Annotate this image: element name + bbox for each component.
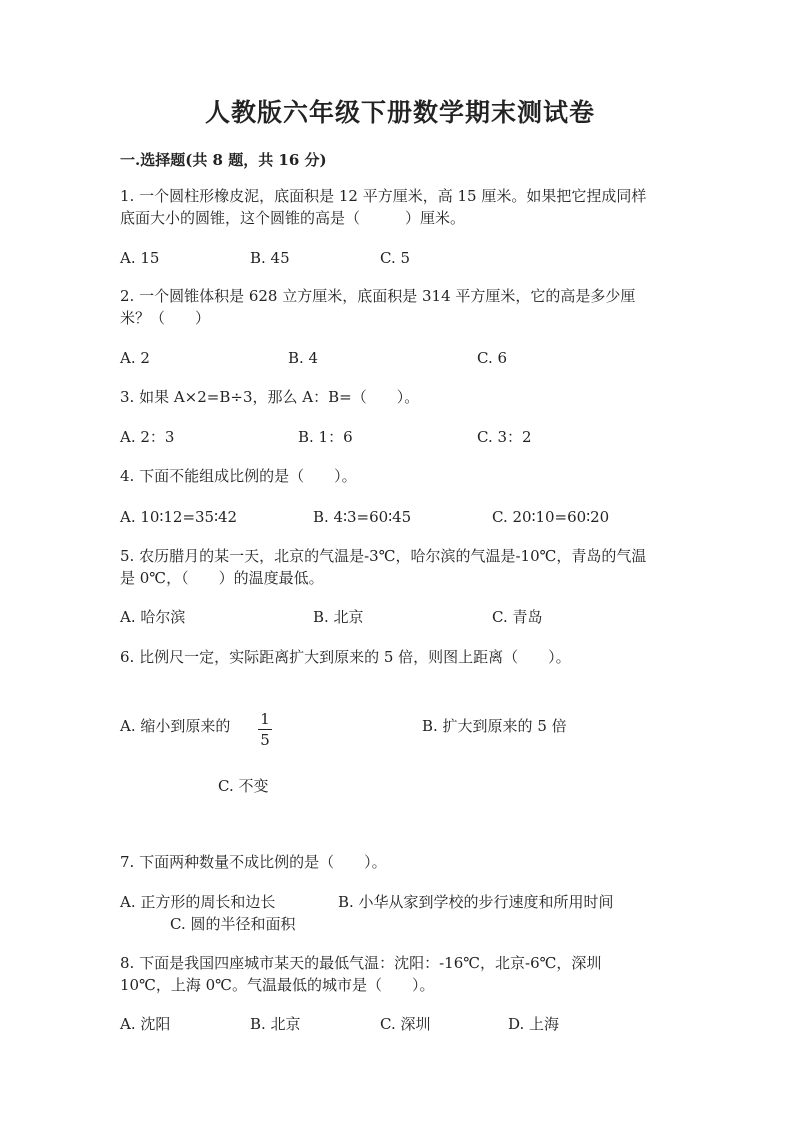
q3-option-a[interactable]: A. 2：3 [120, 428, 175, 446]
question-8-line-1: 8. 下面是我国四座城市某天的最低气温：沈阳：-16℃，北京-6℃，深圳 [120, 954, 602, 972]
q3-option-c[interactable]: C. 3：2 [477, 428, 532, 446]
q5-option-b[interactable]: B. 北京 [313, 608, 364, 626]
q6-option-b[interactable]: B. 扩大到原来的 5 倍 [422, 717, 567, 735]
question-6 [120, 646, 680, 668]
fraction-bar [258, 729, 272, 730]
question-2 [120, 285, 680, 329]
question-7 [120, 851, 680, 873]
question-6-line-1: 6. 比例尺一定，实际距离扩大到原来的 5 倍，则图上距离（ ）。 [120, 648, 571, 666]
question-4 [120, 465, 680, 487]
q6-option-a[interactable]: A. 缩小到原来的 [120, 717, 231, 735]
q8-option-c[interactable]: C. 深圳 [380, 1015, 431, 1033]
question-1-line-2: 底面大小的圆锥，这个圆锥的高是（ ）厘米。 [120, 209, 466, 227]
question-5-line-1: 5. 农历腊月的某一天，北京的气温是-3℃，哈尔滨的气温是-10℃，青岛的气温 [120, 547, 647, 565]
question-5-line-2: 是 0℃，（ ）的温度最低。 [120, 569, 324, 587]
q7-option-b[interactable]: B. 小华从家到学校的步行速度和所用时间 [338, 893, 614, 911]
fraction-denominator: 5 [260, 731, 270, 749]
question-5 [120, 545, 680, 589]
q4-option-a[interactable]: A. 10∶12=35∶42 [120, 508, 238, 526]
fraction-numerator: 1 [260, 710, 270, 728]
q1-option-b[interactable]: B. 45 [250, 249, 290, 267]
q2-option-a[interactable]: A. 2 [120, 349, 150, 367]
q5-option-c[interactable]: C. 青岛 [492, 608, 543, 626]
q1-option-c[interactable]: C. 5 [380, 249, 411, 267]
page-title: 人教版六年级下册数学期末测试卷 [204, 98, 595, 127]
question-2-line-2: 米？（ ） [120, 309, 211, 327]
question-1-line-1: 1. 一个圆柱形橡皮泥，底面积是 12 平方厘米，高 15 厘米。如果把它捏成同样 [120, 187, 647, 205]
question-1 [120, 185, 680, 229]
question-8 [120, 952, 680, 996]
q7-option-c[interactable]: C. 圆的半径和面积 [170, 915, 296, 933]
question-8-line-2: 10℃，上海 0℃。气温最低的城市是（ ）。 [120, 976, 435, 994]
q1-option-a[interactable]: A. 15 [120, 249, 160, 267]
question-3 [120, 386, 680, 408]
q2-option-c[interactable]: C. 6 [477, 349, 508, 367]
q4-option-c[interactable]: C. 20∶10=60∶20 [492, 508, 610, 526]
section-heading: 一.选择题(共 8 题，共 16 分) [120, 151, 327, 169]
q6-option-c[interactable]: C. 不变 [218, 777, 269, 795]
question-7-line-1: 7. 下面两种数量不成比例的是（ ）。 [120, 853, 387, 871]
question-2-line-1: 2. 一个圆锥体积是 628 立方厘米，底面积是 314 平方厘米，它的高是多少厘 [120, 287, 636, 305]
q8-option-a[interactable]: A. 沈阳 [120, 1015, 171, 1033]
q7-option-a[interactable]: A. 正方形的周长和边长 [120, 893, 276, 911]
q3-option-b[interactable]: B. 1：6 [298, 428, 353, 446]
fraction-one-fifth [257, 710, 273, 749]
q8-option-d[interactable]: D. 上海 [508, 1015, 560, 1033]
question-4-line-1: 4. 下面不能组成比例的是（ ）。 [120, 467, 357, 485]
question-3-line-1: 3. 如果 A×2=B÷3，那么 A：B=（ ）。 [120, 388, 420, 406]
q5-option-a[interactable]: A. 哈尔滨 [120, 608, 186, 626]
q2-option-b[interactable]: B. 4 [288, 349, 319, 367]
q8-option-b[interactable]: B. 北京 [250, 1015, 301, 1033]
q4-option-b[interactable]: B. 4∶3=60∶45 [313, 508, 412, 526]
